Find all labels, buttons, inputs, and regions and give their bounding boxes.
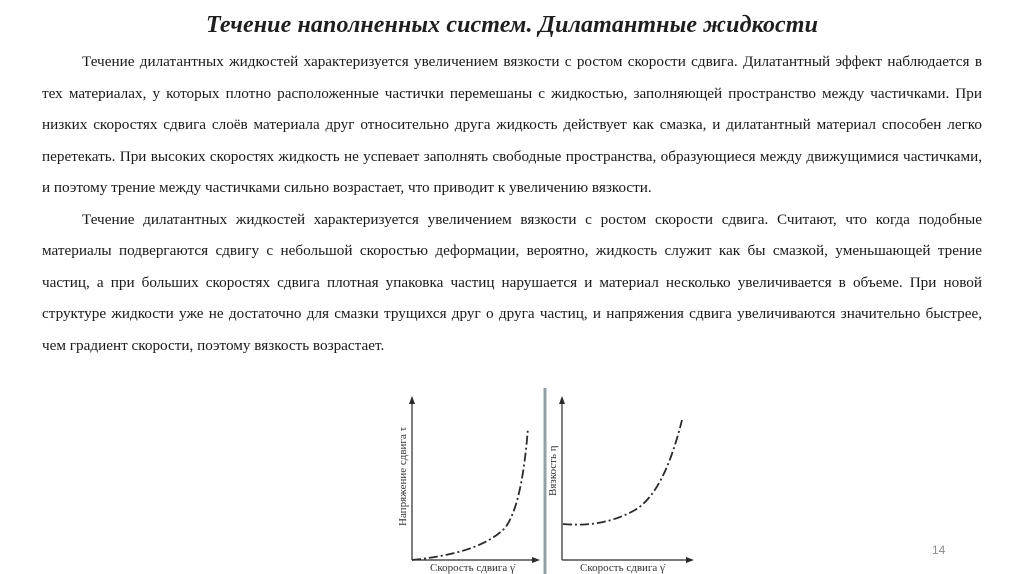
dilatant-flow-figure [390, 388, 700, 574]
left-shear-stress-curve [412, 428, 528, 560]
left-y-label: Напряжение сдвига τ [397, 427, 409, 526]
figure-svg [390, 388, 700, 574]
page-number: 14 [932, 543, 946, 557]
left-y-axis-arrow [409, 396, 415, 404]
left-plot [397, 396, 540, 574]
paragraph-1: Течение дилатантных жидкостей характеризуется увеличением вязкости с ростом скорости сдвига. Дилатантный эффект наблюдается в тех материалах, у которых плотно расположенные частички перемешаны с жидкостью, заполняющей пространство между частичками. При низких скоростях сдвига слоёв материала друг относительно друга жидкость действует как смазка, и дилатантный материал способен легко перетекать. При высоких скоростях жидкость не успевает заполнять свободные пространства, образующиеся между движущимися частичками, и поэтому трение между частичками сильно возрастает, что приводит к увеличению вязкости. [42, 53, 982, 196]
slide-title: Течение наполненных систем. Дилатантные жидкости [205, 12, 819, 38]
paragraph-2: Течение дилатантных жидкостей характеризуется увеличением вязкости с ростом скорости сдвига. Считают, что когда подобные материалы подвергаются сдвигу с небольшой скоростью деформации, вероятно, жидкость служит как бы смазкой, уменьшающей трение частиц, а при больших скоростях сдвига плотная упаковка частиц нарушается и материал несколько увеличивается в объеме. При новой структуре жидкости уже не достаточно для смазки трущихся друг о друга частиц, и напряжения сдвига увеличиваются значительно быстрее, чем градиент скорости, поэтому вязкость возрастает. [42, 210, 982, 354]
right-y-label: Вязкость η [547, 445, 559, 496]
body-text [42, 46, 982, 361]
right-plot [547, 396, 694, 574]
left-x-axis-arrow [532, 557, 540, 563]
right-x-axis-arrow [686, 557, 694, 563]
left-x-label: Скорость сдвига γ̇ [430, 562, 515, 574]
right-viscosity-curve [563, 420, 682, 525]
right-x-label: Скорость сдвига γ̇ [580, 562, 665, 574]
right-y-axis-arrow [559, 396, 565, 404]
